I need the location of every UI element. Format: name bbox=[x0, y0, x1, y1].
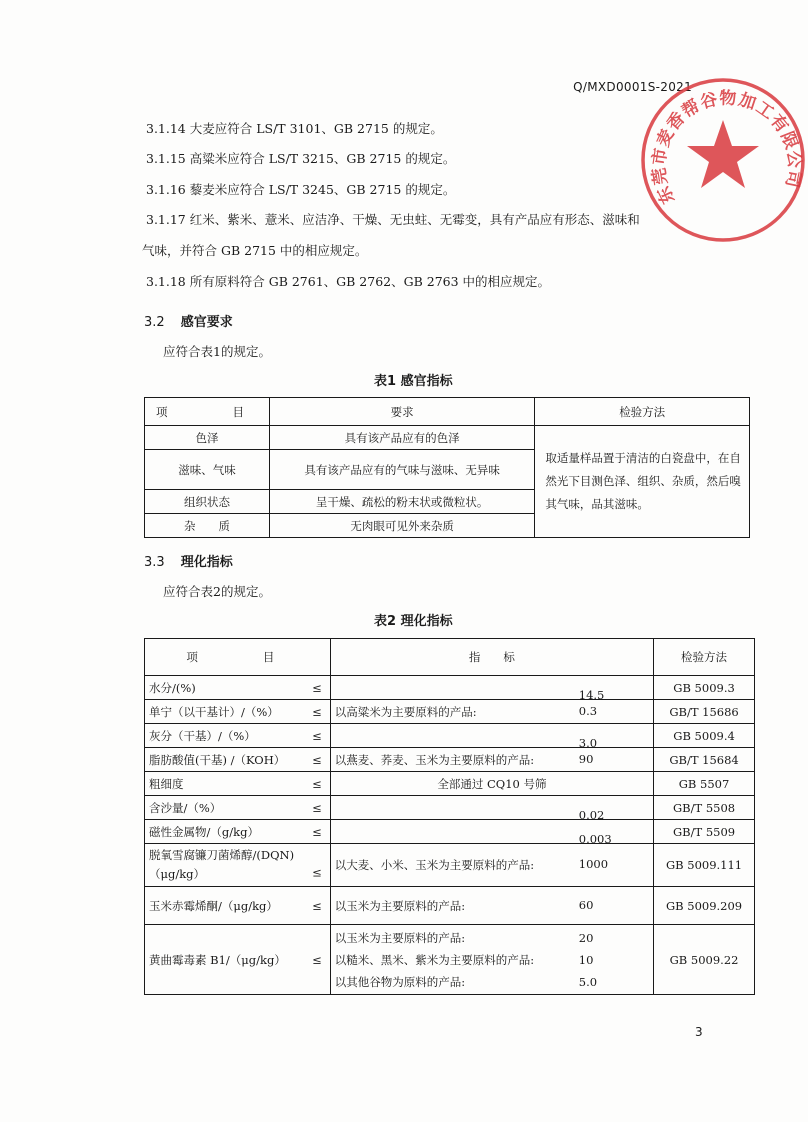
row-index: 全部通过 CQ10 号筛 bbox=[330, 772, 653, 796]
row-requirement: 呈干燥、疏松的粉末状或微粒状。 bbox=[269, 490, 534, 514]
row-method: GB 5009.22 bbox=[654, 925, 755, 995]
table1-caption: 表1 感官指标 bbox=[374, 374, 453, 389]
row-index: 0.02 bbox=[330, 796, 653, 820]
row-method: GB 5009.111 bbox=[654, 844, 755, 887]
row-index: 以高粱米为主要原料的产品: 0.3 bbox=[330, 700, 653, 724]
header-method: 检验方法 bbox=[535, 398, 750, 426]
sensory-table bbox=[144, 397, 750, 538]
row-item: 含沙量/（%） ≤ bbox=[145, 796, 331, 820]
row-method: GB/T 15686 bbox=[654, 700, 755, 724]
row-item: 脂肪酸值(干基) /（KOH） ≤ bbox=[145, 748, 331, 772]
row-item: 灰分（干基）/（%） ≤ bbox=[145, 724, 331, 748]
physicochemical-table bbox=[144, 638, 755, 995]
row-item: 粗细度 ≤ bbox=[145, 772, 331, 796]
row-item: 色泽 bbox=[145, 426, 270, 450]
section-number: 3.3 bbox=[144, 555, 165, 570]
section-title: 感官要求 bbox=[180, 315, 233, 330]
row-requirement: 无肉眼可见外来杂质 bbox=[269, 514, 534, 538]
header-requirement: 要求 bbox=[269, 398, 534, 426]
row-index: 以燕麦、荞麦、玉米为主要原料的产品: 90 bbox=[330, 748, 653, 772]
row-method: GB 5009.3 bbox=[654, 676, 755, 700]
row-index: 0.003 bbox=[330, 820, 653, 844]
row-method: GB/T 5509 bbox=[654, 820, 755, 844]
table-row bbox=[145, 844, 755, 887]
document-code: Q/MXD0001S-2021 bbox=[573, 80, 692, 94]
row-method: GB/T 15684 bbox=[654, 748, 755, 772]
section-3-2-heading bbox=[144, 311, 233, 330]
table-row bbox=[145, 700, 755, 724]
method-description: 取适量样品置于清洁的白瓷盘中，在自然光下目测色泽、组织、杂质，然后嗅其气味，品其滋味。 bbox=[535, 426, 750, 538]
row-item: 玉米赤霉烯酮/（μg/kg） ≤ bbox=[145, 887, 331, 925]
clause-3-1-14: 3.1.14 大麦应符合 LS/T 3101、GB 2715 的规定。 bbox=[146, 121, 443, 136]
table-row bbox=[145, 796, 755, 820]
table-header-row bbox=[145, 398, 750, 426]
clause-3-1-17-continued: 气味，并符合 GB 2715 中的相应规定。 bbox=[142, 243, 368, 258]
afb1-line: 以糙米、黑米、紫米为主要原料的产品: 10 bbox=[334, 952, 594, 967]
company-seal bbox=[635, 72, 808, 248]
row-requirement: 具有该产品应有的气味与滋味、无异味 bbox=[269, 450, 534, 490]
afb1-line: 以玉米为主要原料的产品: 20 bbox=[334, 930, 594, 945]
row-requirement: 具有该产品应有的色泽 bbox=[269, 426, 534, 450]
row-method: GB/T 5508 bbox=[654, 796, 755, 820]
row-index: 以大麦、小米、玉米为主要原料的产品: 1000 bbox=[330, 844, 653, 887]
clause-3-1-18: 3.1.18 所有原料符合 GB 2761、GB 2762、GB 2763 中的相应规定。 bbox=[146, 274, 551, 289]
row-index bbox=[330, 925, 653, 995]
row-item: 脱氧雪腐镰刀菌烯醇/(DQN)（μg/kg） ≤ bbox=[145, 844, 331, 887]
table2-caption: 表2 理化指标 bbox=[374, 614, 453, 629]
svg-text:东莞市麦香帮谷物加工有限公司: 东莞市麦香帮谷物加工有限公司 bbox=[649, 88, 805, 207]
section-3-2-intro: 应符合表1的规定。 bbox=[163, 344, 271, 359]
row-method: GB 5009.4 bbox=[654, 724, 755, 748]
row-item: 杂 质 bbox=[145, 514, 270, 538]
row-item: 磁性金属物/（g/kg） ≤ bbox=[145, 820, 331, 844]
row-index: 14.5 bbox=[330, 676, 653, 700]
table-row bbox=[145, 820, 755, 844]
row-index: 3.0 bbox=[330, 724, 653, 748]
section-3-3-heading bbox=[144, 551, 233, 570]
table-row bbox=[145, 887, 755, 925]
row-method: GB 5009.209 bbox=[654, 887, 755, 925]
table-row bbox=[145, 676, 755, 700]
table-row bbox=[145, 772, 755, 796]
table-row bbox=[145, 925, 755, 995]
afb1-line: 以其他谷物为原料的产品: 5.0 bbox=[334, 974, 598, 989]
page-number: 3 bbox=[695, 1025, 703, 1039]
row-item: 水分/(%) ≤ bbox=[145, 676, 331, 700]
section-title: 理化指标 bbox=[180, 555, 233, 570]
header-item: 项 目 bbox=[145, 398, 270, 426]
clause-3-1-16: 3.1.16 藜麦米应符合 LS/T 3245、GB 2715 的规定。 bbox=[146, 182, 456, 197]
row-method: GB 5507 bbox=[654, 772, 755, 796]
table-row bbox=[145, 748, 755, 772]
header-index: 指 标 bbox=[330, 639, 653, 676]
section-3-3-intro: 应符合表2的规定。 bbox=[163, 584, 271, 599]
table-row bbox=[145, 426, 750, 450]
row-item: 滋味、气味 bbox=[145, 450, 270, 490]
clause-3-1-15: 3.1.15 高粱米应符合 LS/T 3215、GB 2715 的规定。 bbox=[146, 151, 456, 166]
header-method: 检验方法 bbox=[654, 639, 755, 676]
clause-3-1-17: 3.1.17 红米、紫米、薏米、应洁净、干燥、无虫蛀、无霉变，具有产品应有形态、滋味和 bbox=[146, 212, 640, 227]
row-item: 单宁（以干基计）/（%） ≤ bbox=[145, 700, 331, 724]
section-number: 3.2 bbox=[144, 315, 165, 330]
table-row bbox=[145, 724, 755, 748]
table-header-row bbox=[145, 639, 755, 676]
row-index: 以玉米为主要原料的产品: 60 bbox=[330, 887, 653, 925]
row-item: 组织状态 bbox=[145, 490, 270, 514]
header-item: 项 目 bbox=[145, 639, 331, 676]
row-item: 黄曲霉毒素 B1/（μg/kg） ≤ bbox=[145, 925, 331, 995]
